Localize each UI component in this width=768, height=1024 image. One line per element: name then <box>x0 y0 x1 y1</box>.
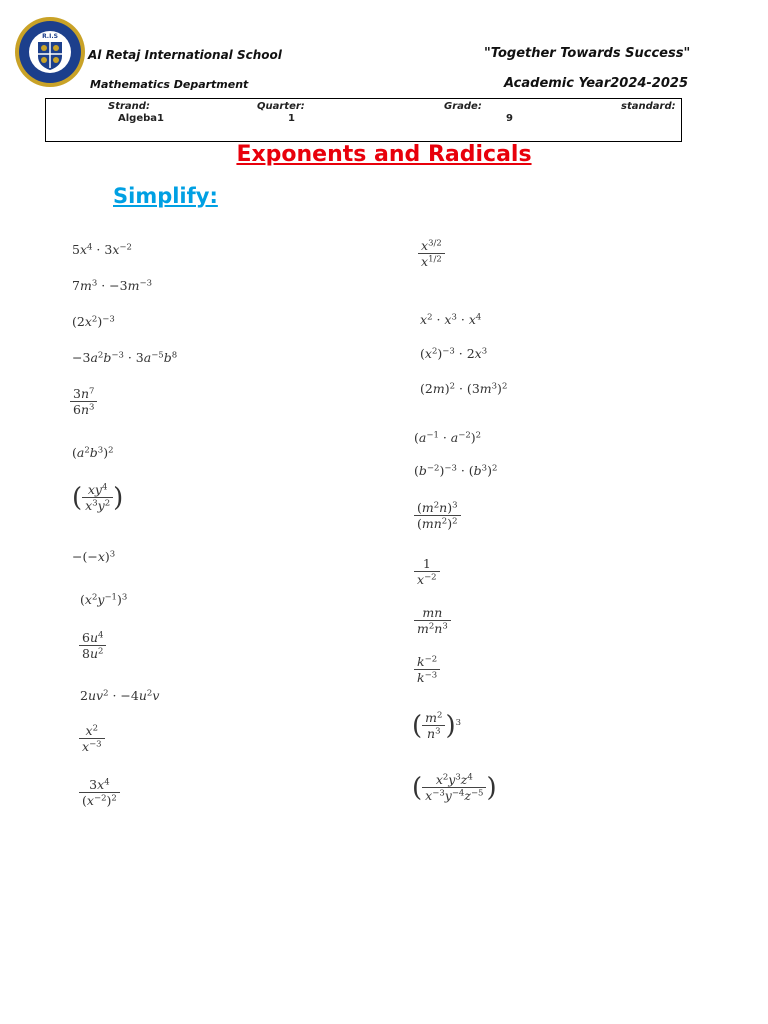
exercise-right-5: $(a^{-1} \cdot a^{-2})^2$ <box>414 430 482 445</box>
exercise-left-13: $\frac{3x^4}{(x^{-2})^2}$ <box>79 779 120 807</box>
exercise-right-9: $\frac{mn}{m^2n^3}$ <box>414 607 451 635</box>
exercise-left-12: $\frac{x^2}{x^{-3}}$ <box>79 725 105 753</box>
exercise-left-9: $(x^2y^{-1})^3$ <box>80 592 128 607</box>
exercise-left-2: $7m^3 \cdot -3m^{-3}$ <box>72 278 152 293</box>
strand-label: Strand: <box>108 101 150 112</box>
exercise-right-2: $x^2 \cdot x^3 \cdot x^4$ <box>420 312 482 327</box>
department-name: Mathematics Department <box>90 78 249 91</box>
strand-value: Algeba1 <box>118 113 164 124</box>
svg-text:R.I.S: R.I.S <box>42 33 58 40</box>
exercise-left-10: $\frac{6u^4}{8u^2}$ <box>79 632 106 660</box>
quarter-label: Quarter: <box>257 101 305 112</box>
exercise-right-10: $\frac{k^{-2}}{k^{-3}}$ <box>414 656 440 684</box>
exercise-right-4: $(2m)^2 \cdot (3m^3)^2$ <box>420 381 508 396</box>
exercise-right-7: $\frac{(m^2n)^3}{(mn^2)^2}$ <box>414 502 461 530</box>
quarter-value: 1 <box>288 113 295 124</box>
grade-value: 9 <box>506 113 513 124</box>
exercise-left-11: $2uv^2 \cdot -4u^2v$ <box>80 688 160 703</box>
grade-label: Grade: <box>444 101 482 112</box>
exercise-left-1: $5x^4 \cdot 3x^{-2}$ <box>72 242 132 257</box>
school-logo <box>14 16 86 88</box>
exercise-right-8: $\frac{1}{x^{-2}}$ <box>414 558 440 586</box>
academic-year: Academic Year2024-2025 <box>504 76 688 91</box>
exercise-right-3: $(x^2)^{-3} \cdot 2x^3$ <box>420 346 488 361</box>
exercise-left-6: $(a^2b^3)^2$ <box>72 445 114 460</box>
exercise-right-12: ( $\frac{x^2y^3z^4}{x^{-3}y^{-4}z^{-5}}$ ) <box>412 772 497 803</box>
course-info-box <box>45 98 682 142</box>
school-name: Al Retaj International School <box>88 48 282 62</box>
exercise-left-5: $\frac{3n^7}{6n^3}$ <box>70 388 97 416</box>
exercise-left-3: $(2x^2)^{-3}$ <box>72 314 115 329</box>
exercise-left-8: $-(-x)^3$ <box>72 549 116 564</box>
exercise-left-7: ( $\frac{xy^4}{x^3y^2}$ ) <box>72 482 124 513</box>
exercise-right-6: $(b^{-2})^{-3} \cdot (b^3)^2$ <box>414 463 498 478</box>
page-title: Exponents and Radicals <box>236 142 532 167</box>
standard-label: standard: <box>621 101 676 112</box>
exercise-right-11: ( $\frac{m^2}{n^3}$ )$^3$ <box>412 710 462 741</box>
school-motto: "Together Towards Success" <box>484 46 691 61</box>
section-heading: Simplify: <box>113 184 218 208</box>
exercise-right-1: $\frac{x^{3/2}}{x^{1/2}}$ <box>418 240 445 268</box>
exercise-left-4: $-3a^2b^{-3} \cdot 3a^{-5}b^8$ <box>72 350 178 365</box>
